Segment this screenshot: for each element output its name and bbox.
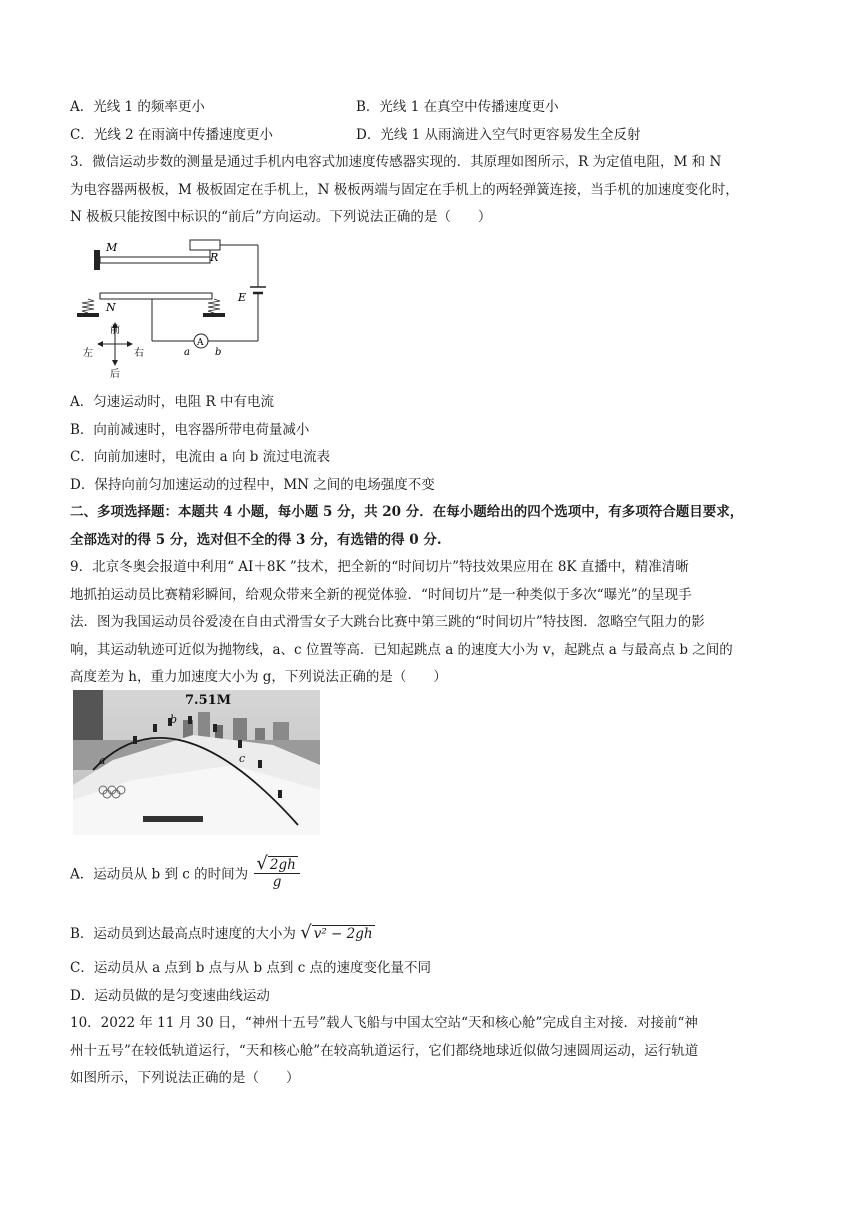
q9-option-a (70, 853, 300, 892)
label-left: 左 (83, 348, 93, 359)
q10-stem-line-1: 10．2022 年 11 月 30 日，“神州十五号”载人飞船与中国太空站“天和核心舱”完成自主对接．对接前“神 (70, 1015, 698, 1031)
q10-stem-line-2: 州十五号”在较低轨道运行，“天和核心舱”在较高轨道运行，它们都绕地球近似做匀速圆周运动，运行轨道 (70, 1043, 699, 1059)
q3-option-a: A．匀速运动时，电阻 R 中有电流 (70, 394, 274, 410)
q9-stem-line-2: 地抓拍运动员比赛精彩瞬间，给观众带来全新的视觉体验．“时间切片”是一种类似于多次“曝光”的呈现手 (70, 587, 692, 603)
section-2-heading-cont: 全部选对的得 5 分，选对但不全的得 3 分，有选错的得 0 分. (70, 532, 442, 548)
section-2-heading: 二、多项选择题：本题共 4 小题，每小题 5 分，共 20 分．在每小题给出的四个选项中，有多项符合题目要求， (70, 504, 744, 520)
photo-height-label: 7.51M (185, 693, 232, 708)
label-ammeter: A (197, 338, 204, 348)
label-r: R (210, 251, 219, 264)
q9-stem-line-1: 9．北京冬奥会报道中利用“ AI＋8K ”技术，把全新的“时间切片”特技效果应用在 8K 直播中，精准清晰 (70, 559, 689, 575)
q9-option-a-fraction: $\frac{√ 2gh}{g}$ (254, 856, 299, 890)
photo-label-a: a (99, 754, 106, 767)
q9-option-b: B．运动员到达最高点时速度的大小为 √ v² − 2gh (70, 922, 373, 943)
q9-option-c: C．运动员从 a 点到 b 点与从 b 点到 c 点的速度变化量不同 (70, 960, 432, 976)
q2-option-c: C．光线 2 在雨滴中传播速度更小 (70, 127, 274, 143)
q3-option-d: D．保持向前匀加速运动的过程中，MN 之间的电场强度不变 (70, 477, 435, 493)
q9-option-b-expression: v² − 2gh (313, 926, 373, 942)
label-n: N (106, 301, 116, 314)
label-front: 前 (110, 325, 120, 336)
q2-option-a: A．光线 1 的频率更小 (70, 99, 205, 115)
photo-label-b: b (170, 713, 178, 726)
label-m: M (106, 241, 118, 254)
label-e: E (238, 291, 247, 304)
q3-stem-line-2: 为电容器两极板，M 极板固定在手机上，N 极板两端与固定在手机上的两轻弹簧连接，当手机的加速度变化时， (70, 182, 739, 198)
label-back: 后 (110, 369, 120, 380)
q2-option-b: B．光线 1 在真空中传播速度更小 (356, 99, 559, 115)
q2-option-d: D．光线 1 从雨滴进入空气时更容易发生全反射 (356, 127, 641, 143)
q9-option-a-text: A．运动员从 b 到 c 的时间为 (70, 866, 249, 883)
q9-stem-line-3: 法．图为我国运动员谷爱凌在自由式滑雪女子大跳台比赛中第三跳的“时间切片”特技图．忽略空气阻力的影 (70, 614, 705, 630)
q9-ski-jump-photo (73, 690, 320, 835)
photo-label-c: c (239, 752, 246, 765)
q3-option-b: B．向前减速时，电容器所带电荷量减小 (70, 422, 310, 438)
q3-option-c: C．向前加速时，电流由 a 向 b 流过电流表 (70, 449, 331, 465)
q9-option-a-denominator: g (272, 874, 282, 890)
q9-stem-line-5: 高度差为 h，重力加速度大小为 g，下列说法正确的是（ ） (70, 669, 447, 685)
label-right: 右 (134, 348, 144, 359)
q9-option-a-numerator: 2gh (269, 857, 296, 873)
q9-stem-line-4: 响，其运动轨迹可近似为抛物线，a、c 位置等高．已知起跳点 a 的速度大小为 v，起跳点 a 与最高点 b 之间的 (70, 642, 733, 658)
q3-stem-line-1: 3．微信运动步数的测量是通过手机内电容式加速度传感器实现的．其原理如图所示，R 为定值电阻，M 和 N (70, 154, 722, 170)
label-b: b (215, 347, 222, 358)
label-a: a (184, 347, 190, 358)
q9-option-d: D．运动员做的是匀变速曲线运动 (70, 988, 270, 1004)
q3-stem-line-3: N 极板只能按图中标识的“前后”方向运动。下列说法正确的是（ ） (70, 209, 492, 225)
q3-circuit-figure (72, 235, 272, 385)
q10-stem-line-3: 如图所示，下列说法正确的是（ ） (70, 1070, 300, 1086)
q9-option-b-text: B．运动员到达最高点时速度的大小为 (70, 926, 296, 942)
